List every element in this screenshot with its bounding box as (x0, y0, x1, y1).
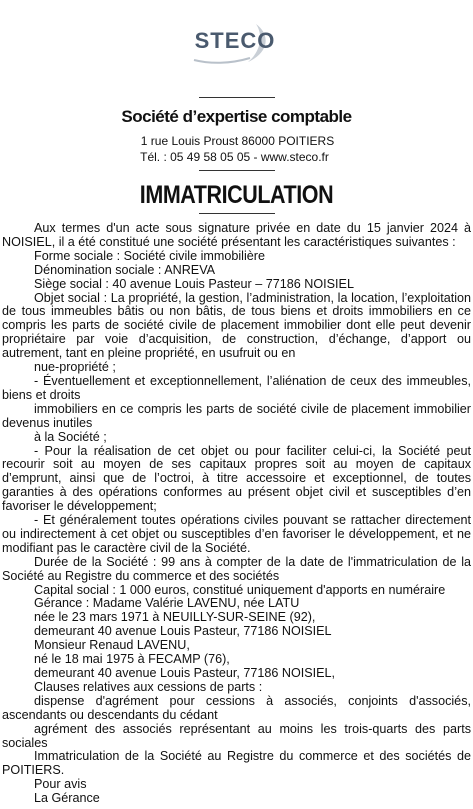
paragraph-a-la-societe: à la Société ; (34, 429, 107, 444)
paragraph-dispense: dispense d'agrément pour cessions à associés, conjoints d'associés, ascendants ou descendants du cédant (2, 693, 471, 722)
paragraph-realisation: - Pour la réalisation de cet objet ou pour faciliter celui-ci, la Société peut recourir soit au moyen de ses capitaux propres soit au moyen de capitaux d’emprunt, ainsi que de l’octroi, à titre accessoire et exceptionnel, de toutes garanties à des opérations conformes au présent objet civil et susceptibles d’en favoriser le développement; (2, 443, 471, 514)
paragraph-gerance: Gérance : Madame Valérie LAVENU, née LATU (34, 596, 300, 611)
company-type: Société d’expertise comptable (121, 107, 352, 126)
steco-logo (190, 22, 280, 66)
paragraph-objet: Objet social : La propriété, la gestion, l’administration, la location, l’exploitation de tous immeubles bâtis ou non bâtis, de tous biens et droits immobiliers en ce compris les parts de société civile de placement immobilier dont elle peut devenir propriétaire par voie d’acquisition, de construction, d’échange, d’apport ou autrement, tant en pleine propriété, en usufruit ou en (2, 290, 471, 361)
paragraph-generalement: - Et généralement toutes opérations civiles pouvant se rattacher directement ou indirectement à cet objet ou susceptibles d’en favoriser le développement, et ne modifiant pas le caractère civil de la Société. (2, 513, 471, 555)
logo-text: STECO (194, 28, 276, 53)
paragraph-gerant-naissance: né le 18 mai 1975 à FECAMP (76), (34, 652, 230, 667)
title-rule (199, 213, 275, 214)
paragraph-gerant-nom: Monsieur Renaud LAVENU, (34, 638, 190, 653)
paragraph-clauses: Clauses relatives aux cessions de parts : (34, 679, 263, 694)
paragraph-pour-avis: Pour avis (34, 777, 87, 792)
paragraph-immatriculation: Immatriculation de la Société au Registre du commerce et des sociétés de POITIERS. (2, 749, 471, 778)
paragraph-duree: Durée de la Société : 99 ans à compter de la date de l'immatriculation de la Société au Registre du commerce et des sociétés (2, 554, 471, 583)
company-contact: Tél. : 05 49 58 05 05 - www.steco.fr (140, 150, 329, 164)
notice-title: IMMATRICULATION (139, 181, 334, 209)
paragraph-gerant-adresse: demeurant 40 avenue Louis Pasteur, 77186 NOISIEL, (34, 666, 336, 680)
paragraph-intro: Aux termes d'un acte sous signature privée en date du 15 janvier 2024 à NOISIEL, il a été constitué une société présentant les caractéristiques suivantes : (2, 221, 471, 249)
paragraph-la-gerance: La Gérance (34, 791, 100, 806)
paragraph-forme: Forme sociale : Société civile immobilière (34, 248, 265, 263)
paragraph-gerante-naissance: née le 23 mars 1971 à NEUILLY-SUR-SEINE (92), (34, 610, 316, 625)
paragraph-nue-propriete: nue-propriété ; (34, 360, 116, 375)
notice-body (2, 222, 471, 806)
header-rule-top (199, 97, 275, 98)
paragraph-alienation: - Éventuellement et exceptionnellement, l’aliénation de ceux des immeubles, biens et droits (2, 373, 471, 402)
header-rule-bottom (199, 170, 275, 171)
paragraph-siege: Siège social : 40 avenue Louis Pasteur – 77186 NOISIEL (34, 276, 354, 291)
company-address: 1 rue Louis Proust 86000 POITIERS (140, 134, 335, 148)
paragraph-capital: Capital social : 1 000 euros, constitué uniquement d'apports en numéraire (34, 582, 446, 597)
paragraph-agrement: agrément des associés représentant au moins les trois-quarts des parts sociales (2, 721, 471, 750)
paragraph-immobiliers: immobiliers en ce compris les parts de société civile de placement immobilier devenus inutiles (2, 401, 471, 430)
paragraph-gerante-adresse: demeurant 40 avenue Louis Pasteur, 77186 NOISIEL (34, 624, 332, 639)
paragraph-denomination: Dénomination sociale : ANREVA (34, 262, 216, 277)
